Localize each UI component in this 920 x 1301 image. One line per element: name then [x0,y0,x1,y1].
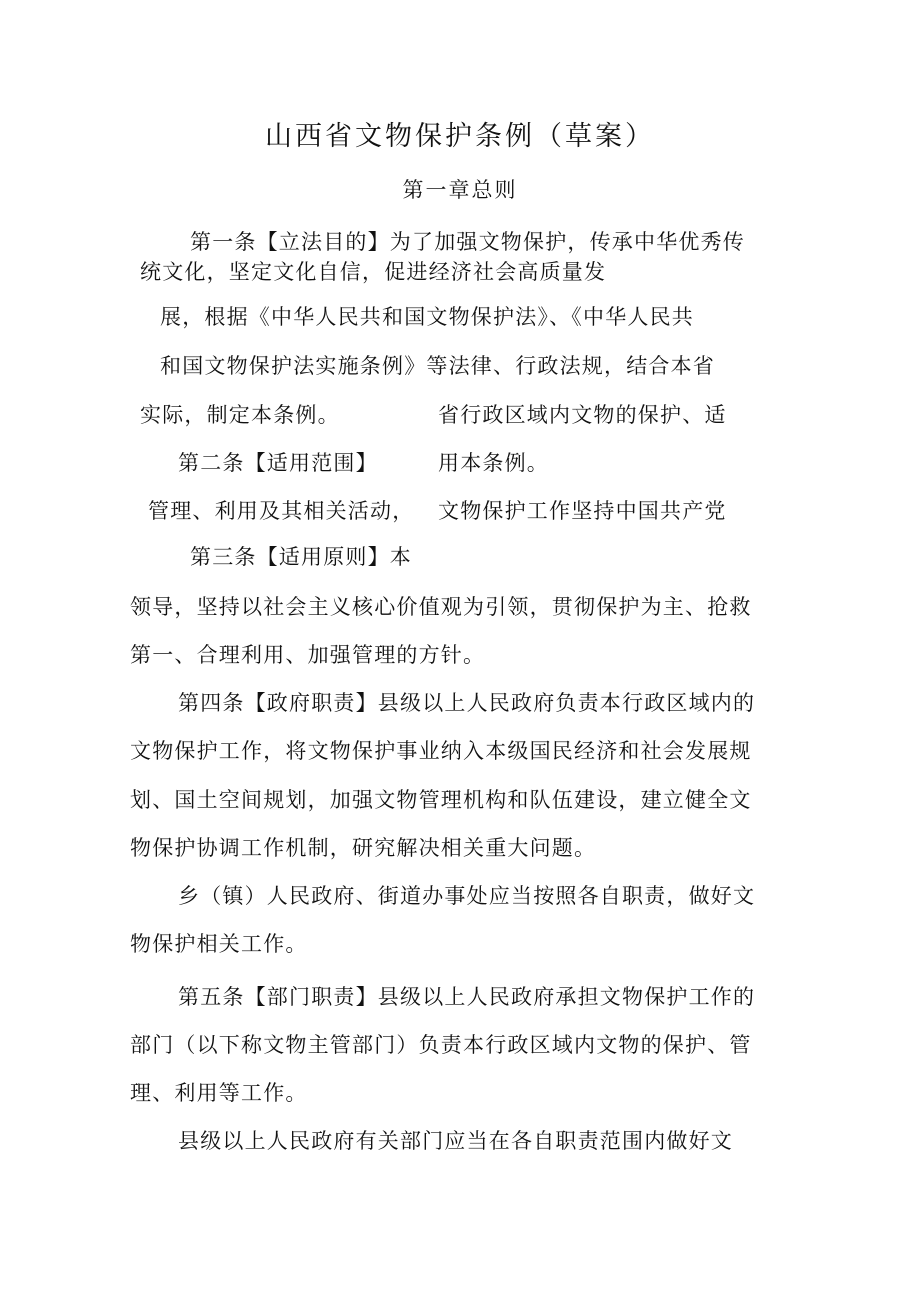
text-line: 管理、利用及其相关活动， [148,499,415,523]
text-line: 第五条【部门职责】县级以上人民政府承担文物保护工作的 [178,985,756,1009]
text-line: 实际，制定本条例。 [140,403,340,427]
text-line: 和国文物保护法实施条例》等法律、行政法规，结合本省 [160,354,715,378]
text-line: 物保护协调工作机制，研究解决相关重大问题。 [130,836,597,860]
text-line: 部门（以下称文物主管部门）负责本行政区域内文物的保护、管 [130,1033,752,1057]
text-line: 第四条【政府职责】县级以上人民政府负责本行政区域内的 [178,691,756,715]
text-line: 展，根据《中华人民共和国文物保护法》、《中华人民共 [160,305,694,329]
text-line: 乡（镇）人民政府、街道办事处应当按照各自职责，做好文 [178,884,756,908]
text-line: 用本条例。 [438,451,549,475]
text-line: 第三条【适用原则】本 [190,545,412,569]
text-line: 第二条【适用范围】 [178,451,378,475]
text-line: 第一、合理利用、加强管理的方针。 [130,643,486,667]
text-line: 文物保护工作坚持中国共产党 [438,499,727,523]
text-line: 领导，坚持以社会主义核心价值观为引领，贯彻保护为主、抢救 [130,595,752,619]
chapter-heading: 第一章总则 [402,178,518,202]
text-line: 划、国土空间规划，加强文物管理机构和队伍建设，建立健全文 [130,788,752,812]
text-line: 物保护相关工作。 [130,932,308,956]
text-line: 第一条【立法目的】为了加强文物保护，传承中华优秀传 [190,230,745,254]
text-line: 文物保护工作，将文物保护事业纳入本级国民经济和社会发展规 [130,739,752,763]
text-line: 统文化，坚定文化自信，促进经济社会高质量发 [140,260,607,284]
text-line: 县级以上人民政府有关部门应当在各自职责范围内做好文 [178,1129,733,1153]
text-line: 省行政区域内文物的保护、适 [438,403,727,427]
text-line: 理、利用等工作。 [130,1081,308,1105]
document-title: 山西省文物保护条例（草案） [265,121,655,152]
